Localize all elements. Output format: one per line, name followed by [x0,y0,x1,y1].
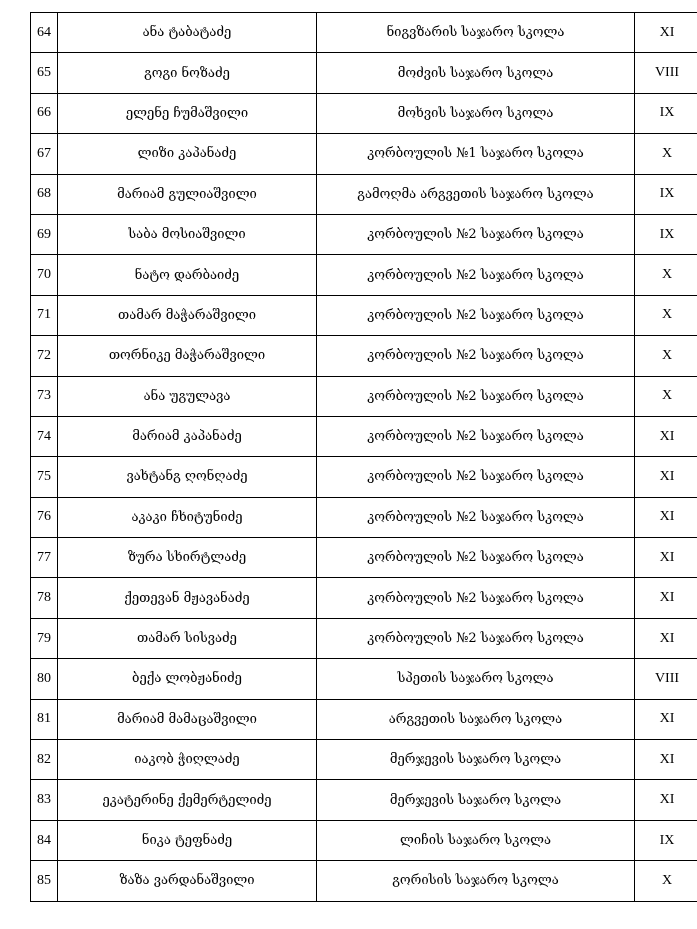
student-name-cell: ელენე ჩუმაშვილი [58,93,317,133]
row-number-cell: 77 [31,538,58,578]
school-name-cell: ნიგვზარის საჯარო სკოლა [317,13,635,53]
student-name-cell: გოგი ნოზაძე [58,53,317,93]
school-name-cell: კორბოულის №2 საჯარო სკოლა [317,416,635,456]
grade-cell: XI [635,578,697,618]
school-name-cell: გამოღმა არგვეთის საჯარო სკოლა [317,174,635,214]
grade-cell: XI [635,538,697,578]
grade-cell: X [635,861,697,901]
row-number-cell: 64 [31,13,58,53]
table-row [31,538,697,578]
row-number-cell: 84 [31,820,58,860]
table-row [31,780,697,820]
row-number-cell: 85 [31,861,58,901]
student-name-cell: მარიამ მამაცაშვილი [58,699,317,739]
grade-cell: XI [635,780,697,820]
student-name-cell: ქეთევან მჟავანაძე [58,578,317,618]
row-number-cell: 72 [31,336,58,376]
school-name-cell: კორბოულის №1 საჯარო სკოლა [317,134,635,174]
school-name-cell: კორბოულის №2 საჯარო სკოლა [317,538,635,578]
grade-cell: XI [635,699,697,739]
student-name-cell: ნიკა ტეფნაძე [58,820,317,860]
school-name-cell: არგვეთის საჯარო სკოლა [317,699,635,739]
school-name-cell: კორბოულის №2 საჯარო სკოლა [317,255,635,295]
school-name-cell: კორბოულის №2 საჯარო სკოლა [317,578,635,618]
school-name-cell: მოძვის საჯარო სკოლა [317,53,635,93]
row-number-cell: 82 [31,740,58,780]
student-name-cell: თორნიკე მაჭარაშვილი [58,336,317,376]
table-row [31,659,697,699]
student-name-cell: თამარ სისვაძე [58,618,317,658]
grade-cell: XI [635,618,697,658]
row-number-cell: 67 [31,134,58,174]
grade-cell: X [635,255,697,295]
table-row [31,699,697,739]
table-row [31,174,697,214]
table-row [31,578,697,618]
student-name-cell: მარიამ კაპანაძე [58,416,317,456]
table-row [31,336,697,376]
student-name-cell: ეკატერინე ქემერტელიძე [58,780,317,820]
row-number-cell: 78 [31,578,58,618]
table-row [31,740,697,780]
row-number-cell: 75 [31,457,58,497]
student-name-cell: ზაზა ვარდანაშვილი [58,861,317,901]
row-number-cell: 70 [31,255,58,295]
grade-cell: IX [635,820,697,860]
table-row [31,13,697,53]
student-name-cell: თამარ მაჭარაშვილი [58,295,317,335]
row-number-cell: 76 [31,497,58,537]
student-name-cell: იაკობ ჭიღლაძე [58,740,317,780]
school-name-cell: მერჯევის საჯარო სკოლა [317,780,635,820]
student-name-cell: ანა უგულავა [58,376,317,416]
row-number-cell: 80 [31,659,58,699]
table-row [31,93,697,133]
grade-cell: X [635,336,697,376]
school-name-cell: გორისის საჯარო სკოლა [317,861,635,901]
row-number-cell: 74 [31,416,58,456]
school-name-cell: ლიჩის საჯარო სკოლა [317,820,635,860]
table-row [31,861,697,901]
row-number-cell: 79 [31,618,58,658]
row-number-cell: 66 [31,93,58,133]
grade-cell: XI [635,457,697,497]
student-name-cell: ანა ტაბატაძე [58,13,317,53]
school-name-cell: კორბოულის №2 საჯარო სკოლა [317,376,635,416]
school-name-cell: კორბოულის №2 საჯარო სკოლა [317,497,635,537]
table-row [31,820,697,860]
grade-cell: IX [635,214,697,254]
student-name-cell: ზურა სხირტლაძე [58,538,317,578]
student-name-cell: ვახტანგ ღონღაძე [58,457,317,497]
participants-table [30,12,697,902]
table-row [31,497,697,537]
participants-table-body [31,13,697,902]
student-name-cell: საბა მოსიაშვილი [58,214,317,254]
row-number-cell: 65 [31,53,58,93]
student-name-cell: აკაკი ჩხიტუნიძე [58,497,317,537]
grade-cell: X [635,134,697,174]
grade-cell: IX [635,174,697,214]
table-row [31,53,697,93]
school-name-cell: მოხვის საჯარო სკოლა [317,93,635,133]
grade-cell: X [635,295,697,335]
grade-cell: X [635,376,697,416]
grade-cell: VIII [635,659,697,699]
grade-cell: XI [635,740,697,780]
school-name-cell: კორბოულის №2 საჯარო სკოლა [317,295,635,335]
student-name-cell: მარიამ გულიაშვილი [58,174,317,214]
table-row [31,618,697,658]
student-name-cell: ბექა ლობჟანიძე [58,659,317,699]
school-name-cell: კორბოულის №2 საჯარო სკოლა [317,457,635,497]
grade-cell: IX [635,93,697,133]
table-row [31,457,697,497]
school-name-cell: კორბოულის №2 საჯარო სკოლა [317,214,635,254]
school-name-cell: კორბოულის №2 საჯარო სკოლა [317,618,635,658]
grade-cell: VIII [635,53,697,93]
table-row [31,255,697,295]
row-number-cell: 71 [31,295,58,335]
row-number-cell: 69 [31,214,58,254]
table-row [31,416,697,456]
table-row [31,376,697,416]
school-name-cell: მერჯევის საჯარო სკოლა [317,740,635,780]
row-number-cell: 73 [31,376,58,416]
row-number-cell: 68 [31,174,58,214]
school-name-cell: სპეთის საჯარო სკოლა [317,659,635,699]
table-row [31,214,697,254]
row-number-cell: 83 [31,780,58,820]
table-row [31,134,697,174]
grade-cell: XI [635,416,697,456]
school-name-cell: კორბოულის №2 საჯარო სკოლა [317,336,635,376]
grade-cell: XI [635,497,697,537]
grade-cell: XI [635,13,697,53]
student-name-cell: ნატო დარბაიძე [58,255,317,295]
row-number-cell: 81 [31,699,58,739]
student-name-cell: ლიზი კაპანაძე [58,134,317,174]
table-row [31,295,697,335]
